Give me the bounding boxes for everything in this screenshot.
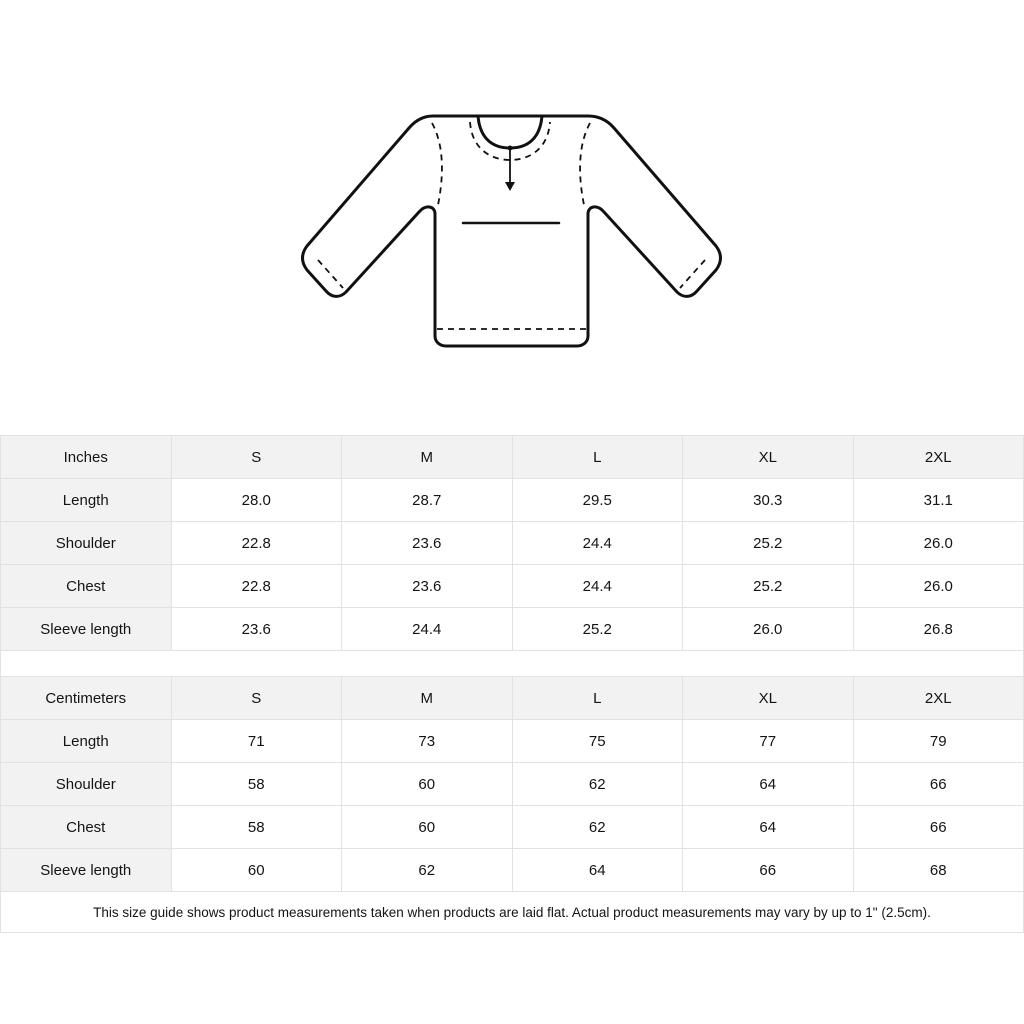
size-header-m: M	[342, 436, 513, 479]
table-cell: 24.4	[512, 522, 683, 565]
table-cell: 28.0	[171, 479, 342, 522]
table-spacer	[0, 651, 1024, 676]
table-cell: 62	[512, 806, 683, 849]
right-cuff-stitch	[680, 260, 705, 288]
table-cell: 77	[683, 720, 854, 763]
table-cell: 62	[342, 849, 513, 892]
centimeters-size-table	[0, 676, 1024, 892]
table-cell: 58	[171, 763, 342, 806]
left-cuff-stitch	[318, 260, 343, 288]
table-row	[1, 522, 1024, 565]
right-shoulder-stitch	[580, 123, 590, 205]
table-cell: 26.8	[853, 608, 1024, 651]
table-cell: 25.2	[683, 565, 854, 608]
unit-label-cell: Inches	[1, 436, 172, 479]
size-guide-note: This size guide shows product measurements taken when products are laid flat. Actual product measurements may vary by up to 1" (2.5cm).	[0, 892, 1024, 933]
table-cell: 64	[683, 763, 854, 806]
table-cell: 23.6	[342, 565, 513, 608]
table-cell: 24.4	[512, 565, 683, 608]
row-label: Length	[1, 479, 172, 522]
size-header-l: L	[512, 436, 683, 479]
table-row	[1, 608, 1024, 651]
table-row	[1, 849, 1024, 892]
row-label: Sleeve length	[1, 608, 172, 651]
table-cell: 22.8	[171, 565, 342, 608]
table-cell: 28.7	[342, 479, 513, 522]
collar-outline	[478, 116, 542, 148]
table-cell: 75	[512, 720, 683, 763]
table-row	[1, 806, 1024, 849]
table-cell: 26.0	[683, 608, 854, 651]
table-row	[1, 720, 1024, 763]
table-cell: 60	[342, 806, 513, 849]
inches-header-row	[1, 436, 1024, 479]
row-label: Length	[1, 720, 172, 763]
table-cell: 60	[171, 849, 342, 892]
row-label: Chest	[1, 806, 172, 849]
table-cell: 71	[171, 720, 342, 763]
table-cell: 29.5	[512, 479, 683, 522]
table-cell: 23.6	[171, 608, 342, 651]
long-sleeve-sweatshirt-outline-icon	[0, 0, 1024, 400]
table-cell: 68	[853, 849, 1024, 892]
size-header-m: M	[342, 677, 513, 720]
size-header-2xl: 2XL	[853, 436, 1024, 479]
size-header-s: S	[171, 677, 342, 720]
table-cell: 62	[512, 763, 683, 806]
row-label: Chest	[1, 565, 172, 608]
table-cell: 30.3	[683, 479, 854, 522]
table-cell: 73	[342, 720, 513, 763]
row-label: Sleeve length	[1, 849, 172, 892]
table-cell: 24.4	[342, 608, 513, 651]
garment-outline	[303, 116, 721, 346]
table-cell: 66	[683, 849, 854, 892]
table-cell: 64	[512, 849, 683, 892]
table-row	[1, 479, 1024, 522]
size-header-s: S	[171, 436, 342, 479]
unit-label-cell: Centimeters	[1, 677, 172, 720]
table-cell: 23.6	[342, 522, 513, 565]
zipper-arrow-tip	[505, 182, 515, 191]
table-cell: 25.2	[512, 608, 683, 651]
size-header-2xl: 2XL	[853, 677, 1024, 720]
size-header-xl: XL	[683, 677, 854, 720]
inches-size-table	[0, 435, 1024, 651]
table-cell: 60	[342, 763, 513, 806]
centimeters-header-row	[1, 677, 1024, 720]
table-cell: 66	[853, 806, 1024, 849]
table-cell: 79	[853, 720, 1024, 763]
table-row	[1, 565, 1024, 608]
zipper-pull	[508, 146, 513, 151]
table-cell: 66	[853, 763, 1024, 806]
size-header-l: L	[512, 677, 683, 720]
table-cell: 64	[683, 806, 854, 849]
table-cell: 31.1	[853, 479, 1024, 522]
table-cell: 58	[171, 806, 342, 849]
row-label: Shoulder	[1, 522, 172, 565]
size-header-xl: XL	[683, 436, 854, 479]
table-cell: 25.2	[683, 522, 854, 565]
size-tables	[0, 435, 1024, 933]
left-shoulder-stitch	[432, 123, 442, 205]
table-cell: 26.0	[853, 565, 1024, 608]
row-label: Shoulder	[1, 763, 172, 806]
table-row	[1, 763, 1024, 806]
table-cell: 22.8	[171, 522, 342, 565]
table-cell: 26.0	[853, 522, 1024, 565]
